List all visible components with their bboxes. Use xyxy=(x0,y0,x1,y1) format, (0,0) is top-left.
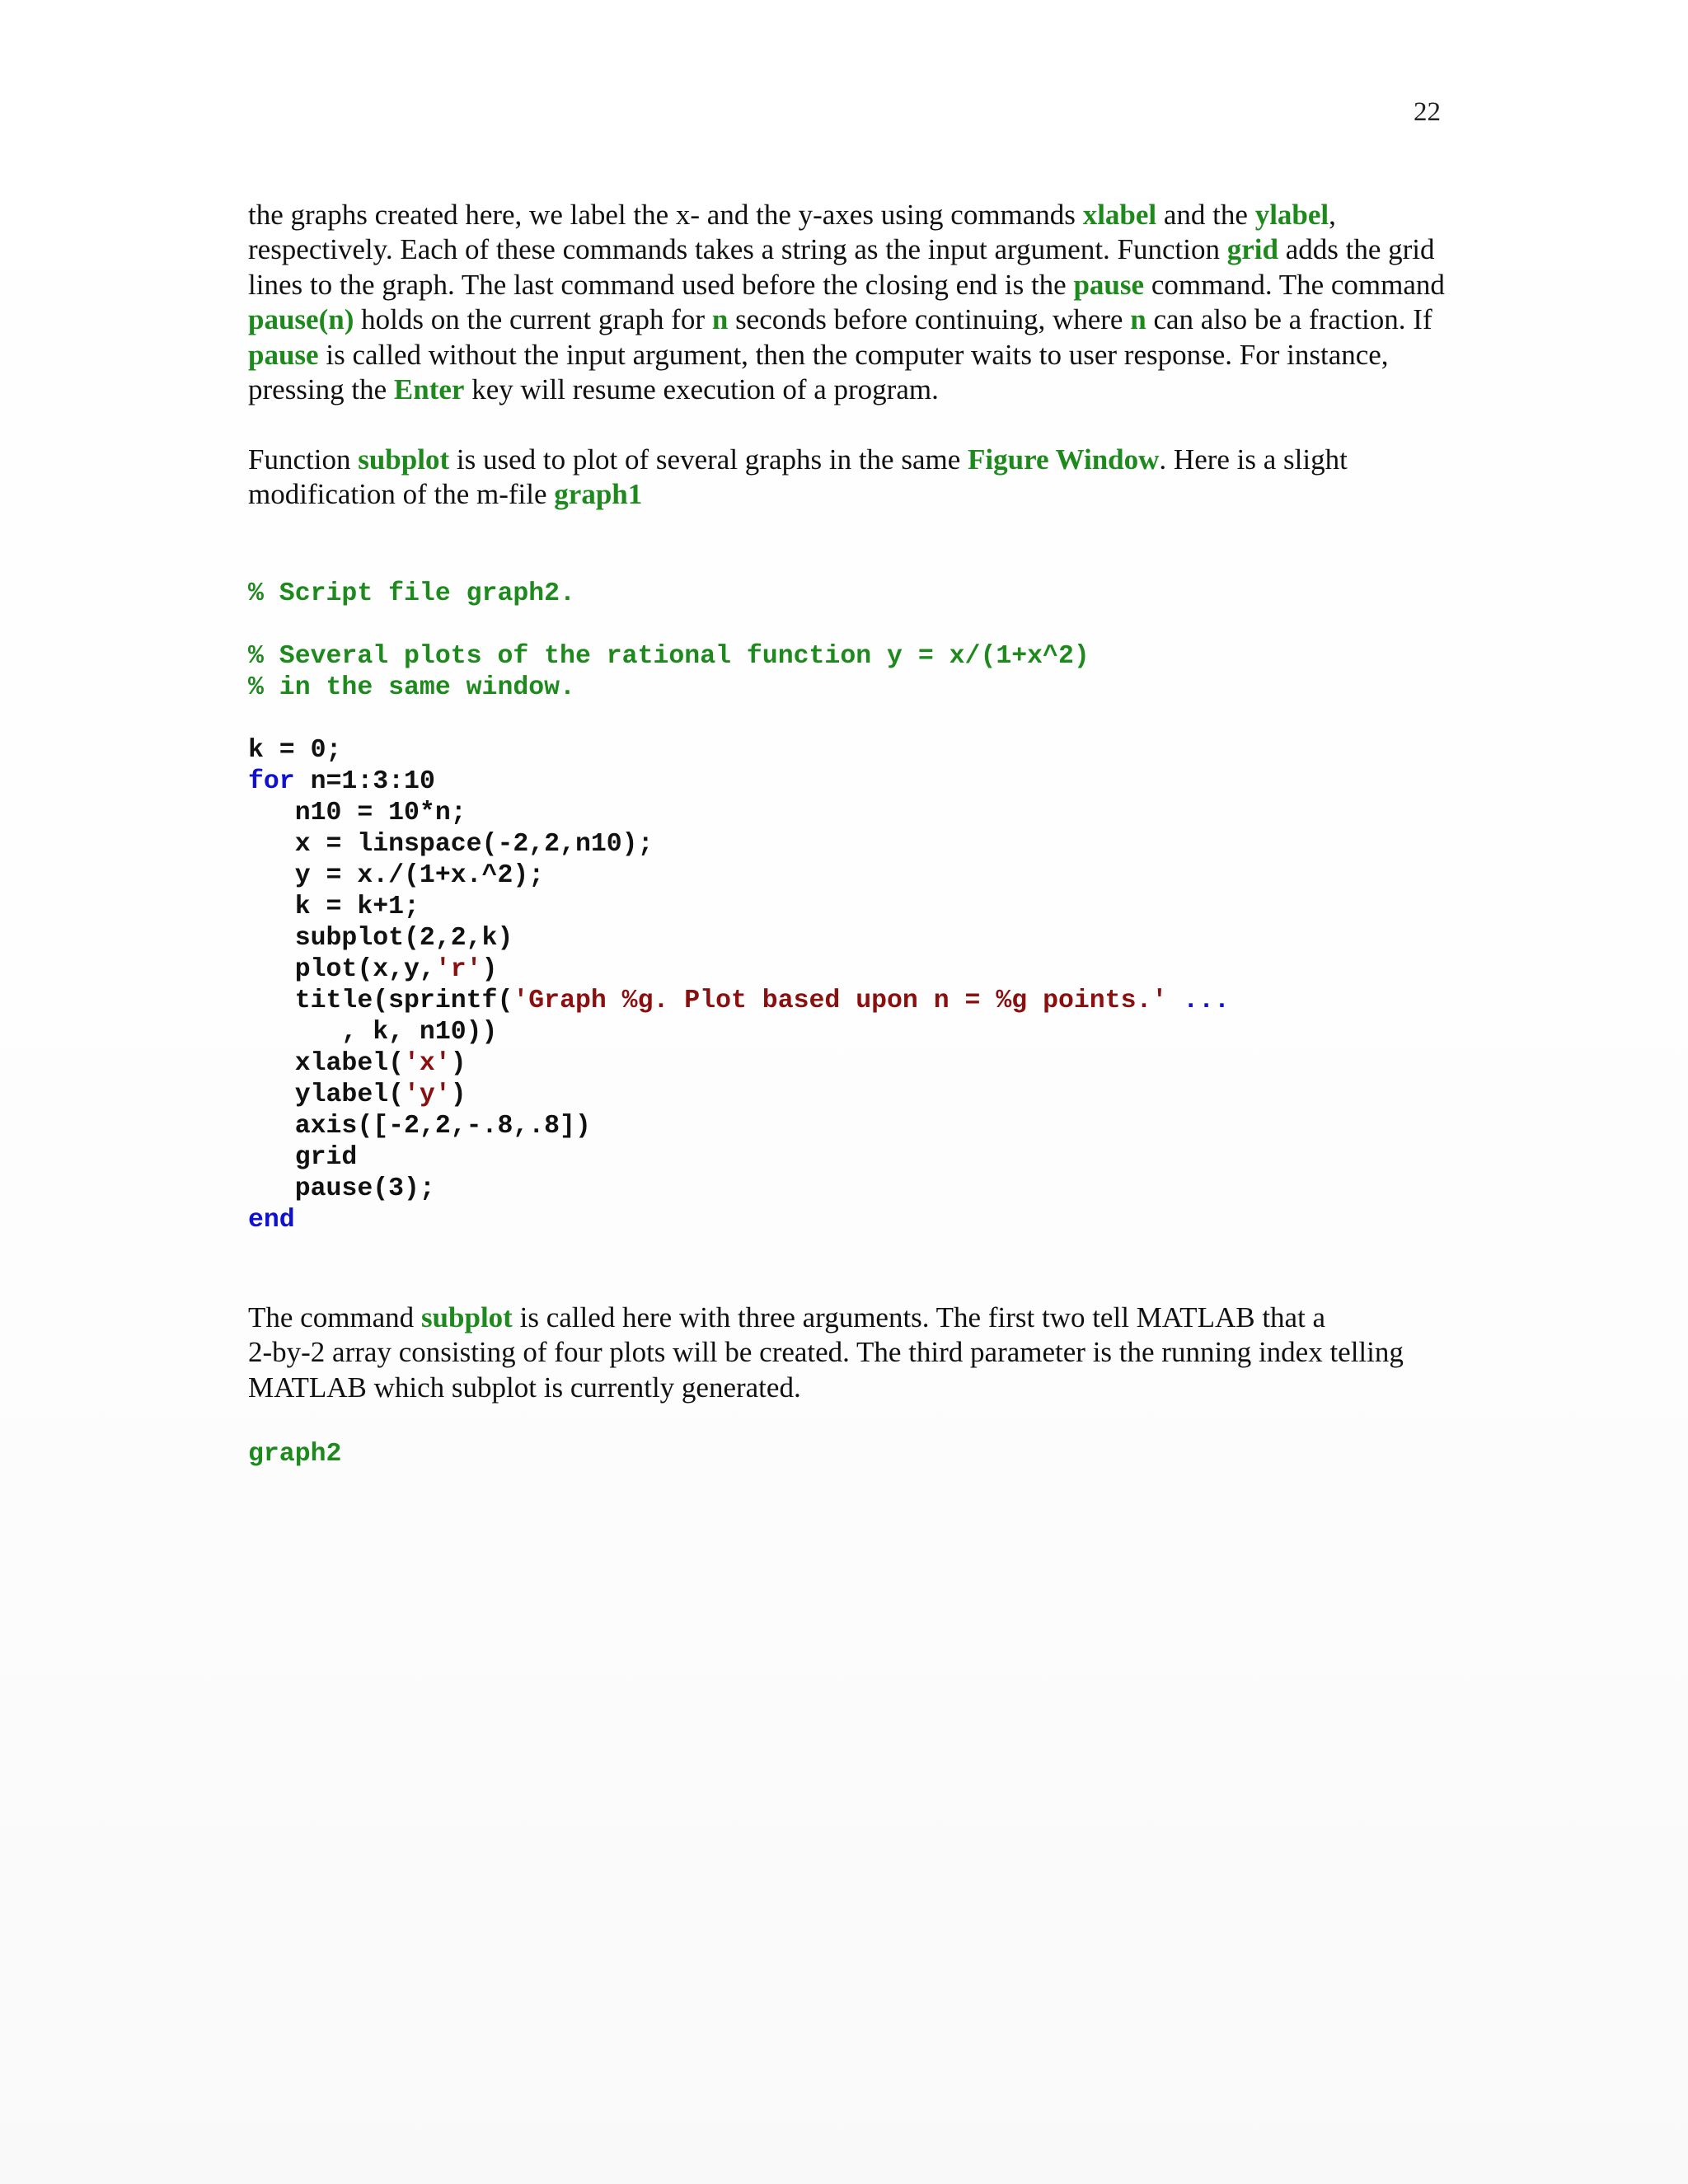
code-line: grid xyxy=(248,1143,358,1172)
code-keyword-for: for xyxy=(248,767,295,796)
code-line: k = k+1; xyxy=(248,893,420,921)
code-line: , k, n10)) xyxy=(248,1018,498,1047)
code-line: ylabel('y') xyxy=(248,1080,467,1109)
run-command: graph2 xyxy=(248,1440,342,1469)
keyword-pause: pause xyxy=(248,338,319,371)
code-line: y = x./(1+x.^2); xyxy=(248,861,545,890)
code-line: k = 0; xyxy=(248,736,342,765)
keyword-subplot: subplot xyxy=(420,1301,513,1333)
keyword-pause-n: pause(n) xyxy=(248,303,354,336)
code-line: pause(3); xyxy=(248,1174,435,1203)
code-line: n10 = 10*n; xyxy=(248,799,467,827)
keyword-xlabel: xlabel xyxy=(1082,199,1157,231)
keyword-grid: grid xyxy=(1226,233,1278,266)
keyword-figure-window: Figure Window xyxy=(968,443,1160,476)
page-number: 22 xyxy=(1414,97,1441,127)
code-line: for n=1:3:10 xyxy=(248,767,435,796)
paragraph-subplot-intro: Function subplot is used to plot of several graphs in the same Figure Window. Here is a slight modification of the m-file graph1 xyxy=(248,443,1348,511)
code-line: title(sprintf('Graph %g. Plot based upon n = %g points.' ... xyxy=(248,987,1230,1015)
paragraph-axis-labels: the graphs created here, we label the x- and the y-axes using commands xlabel and the ylabel, respectively. Each of these commands takes a string as the input argument. Function grid adds the grid lines to the graph. The last command used before the closing end is the pause command. The command pause(n) holds on the current graph for n seconds before continuing, where n can also be a fraction. If pause is called without the input argument, then the computer waits to user response. For instance, pressing the Enter key will resume execution of a program. xyxy=(248,199,1445,406)
paragraph-subplot-explanation: The command subplot is called here with three arguments. The first two tell MATLAB that a 2-by-2 array consisting of four plots will be created. The third parameter is the running index telling MATLAB which subplot is currently generated. xyxy=(248,1301,1404,1404)
code-line: subplot(2,2,k) xyxy=(248,924,513,953)
code-line: plot(x,y,'r') xyxy=(248,955,498,984)
code-string: 'x' xyxy=(404,1049,451,1078)
code-continuation: ... xyxy=(1167,987,1230,1015)
code-string: 'r' xyxy=(434,955,482,984)
code-string: 'y' xyxy=(404,1080,451,1109)
code-keyword-end: end xyxy=(248,1206,295,1235)
code-comment: % in the same window. xyxy=(248,673,575,702)
keyword-ylabel: ylabel xyxy=(1254,199,1329,231)
code-comment: % Several plots of the rational function y = x/(1+x^2) xyxy=(248,642,1090,671)
code-line: axis([-2,2,-.8,.8]) xyxy=(248,1112,591,1141)
keyword-n: n xyxy=(711,303,729,336)
code-comment: % Script file graph2. xyxy=(248,579,575,608)
code-line: xlabel('x') xyxy=(248,1049,467,1078)
keyword-graph1: graph1 xyxy=(554,478,643,511)
code-string: 'Graph %g. Plot based upon n = %g points.' xyxy=(513,987,1168,1015)
keyword-enter: Enter xyxy=(393,373,465,406)
code-line: x = linspace(-2,2,n10); xyxy=(248,830,654,859)
keyword-pause: pause xyxy=(1073,268,1145,301)
keyword-subplot: subplot xyxy=(358,443,450,476)
code-listing-graph2 xyxy=(248,579,1230,1236)
keyword-n: n xyxy=(1130,303,1146,336)
